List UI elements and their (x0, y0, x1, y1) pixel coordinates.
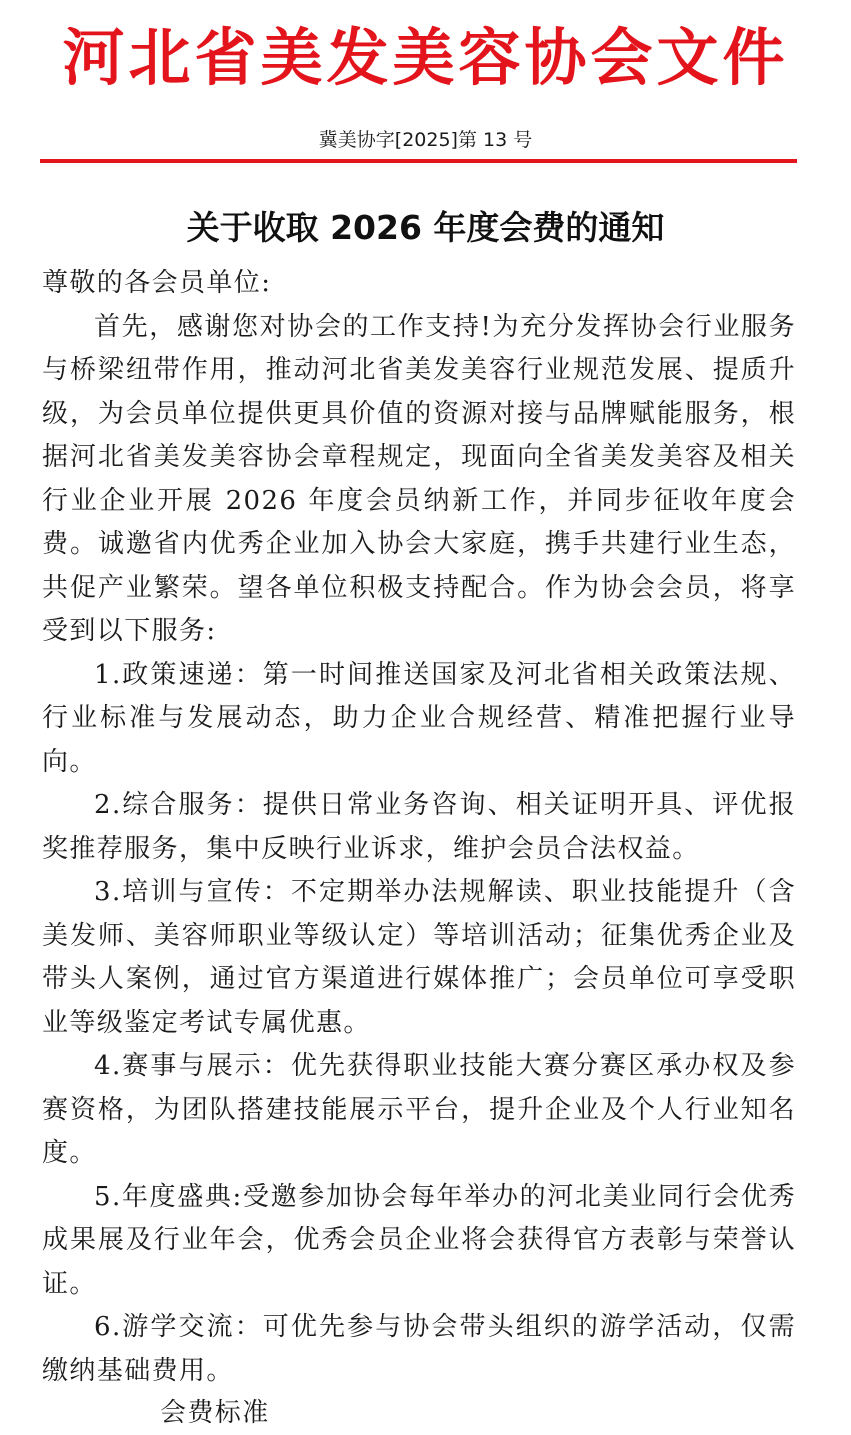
service-item: 5.年度盛典:受邀参加协会每年举办的河北美业同行会优秀成果展及行业年会，优秀会员企业将会获得官方表彰与荣誉认证。 (42, 1181, 796, 1299)
service-item: 3.培训与宣传：不定期举办法规解读、职业技能提升（含美发师、美容师职业等级认定）等培训活动；征集优秀企业及带头人案例，通过官方渠道进行媒体推广；会员单位可享受职业等级鉴定考试专属优惠。 (42, 877, 796, 1038)
service-item: 4.赛事与展示：优先获得职业技能大赛分赛区承办权及参赛资格，为团队搭建技能展示平台，提升企业及个人行业知名度。 (42, 1051, 796, 1168)
service-item: 1.政策速递：第一时间推送国家及河北省相关政策法规、行业标准与发展动态，助力企业合规经营、精准把握行业导向。 (42, 659, 796, 777)
service-item: 2.综合服务：提供日常业务咨询、相关证明开具、评优报奖推荐服务，集中反映行业诉求，维护会员合法权益。 (42, 790, 796, 864)
service-item: 6.游学交流：可优先参与协会带头组织的游学活动，仅需缴纳基础费用。 (42, 1312, 796, 1386)
document-number: 冀美协字[2025]第 13 号 (318, 129, 533, 151)
next-section-heading-partial: 会费标准 (160, 1398, 270, 1428)
intro-paragraph: 首先，感谢您对协会的工作支持!为充分发挥协会行业服务与桥梁纽带作用，推动河北省美发美容行业规范发展、提质升级，为会员单位提供更具价值的资源对接与品牌赋能服务，根据河北省美发美容协会章程规定，现面向全省美发美容及相关行业企业开展 2026 年度会员纳新工作，并同步征收年度会费。诚邀省内优秀企业加入协会大家庭，携手共建行业生态，共促产业繁荣。望各单位积极支持配合。作为协会会员，将享受到以下服务: (42, 311, 796, 646)
notice-body (42, 262, 796, 1393)
notice-title: 关于收取 2026 年度会费的通知 (186, 208, 665, 247)
salutation: 尊敬的各会员单位: (42, 268, 272, 298)
document-header-title: 河北省美发美容协会文件 (62, 21, 789, 94)
red-divider-line (40, 159, 797, 163)
